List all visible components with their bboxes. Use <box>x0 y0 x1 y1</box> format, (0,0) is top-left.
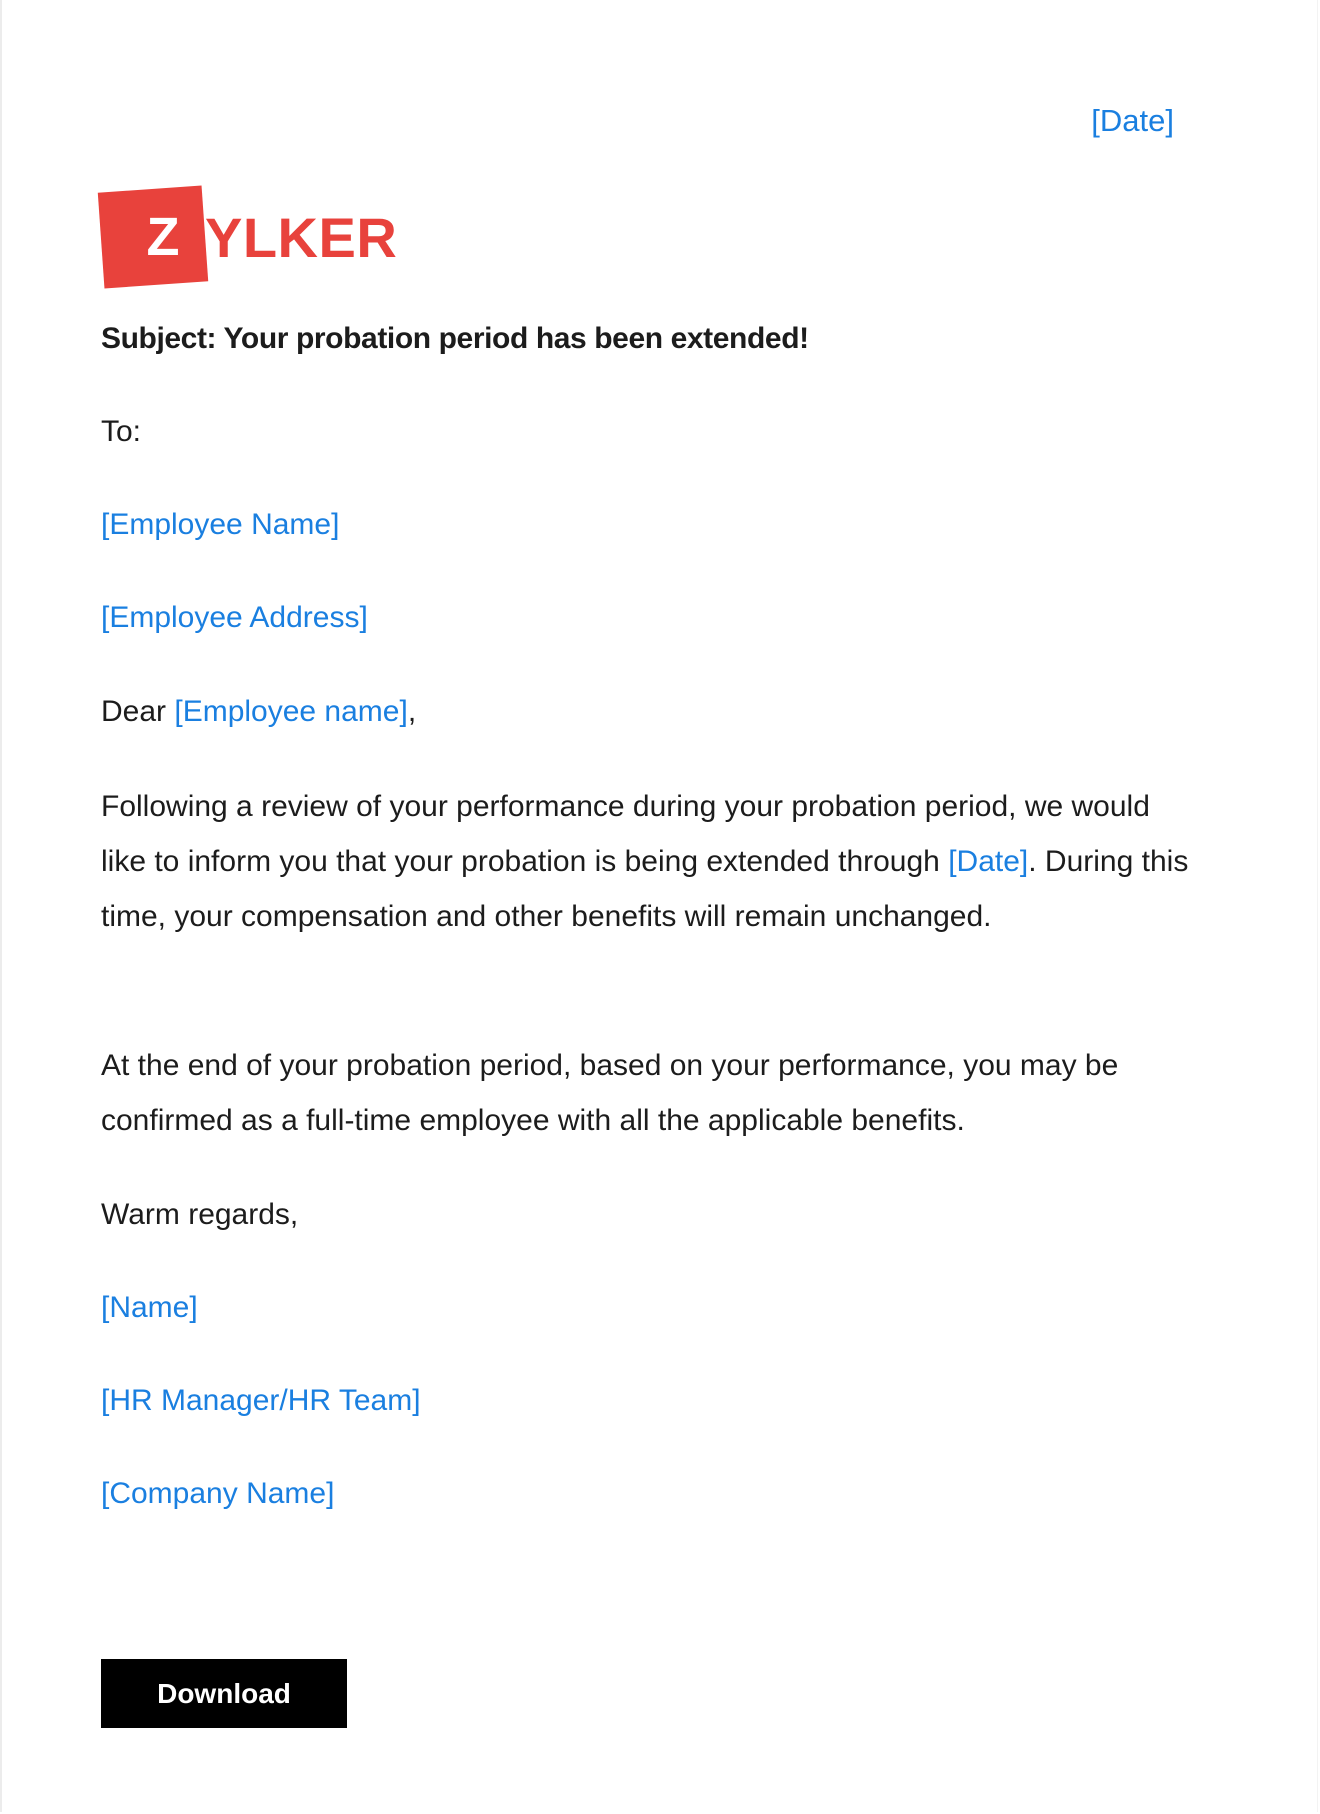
zylker-logo <box>101 189 397 285</box>
closing: Warm regards, <box>101 1198 299 1231</box>
extension-date-placeholder: [Date] <box>948 845 1029 878</box>
to-label: To: <box>101 415 142 448</box>
signature-name-placeholder: [Name] <box>101 1291 198 1324</box>
letter-subject: Subject: Your probation period has been extended! <box>101 322 809 355</box>
letter-date: [Date] <box>1091 103 1174 138</box>
paragraph-extension <box>101 779 1201 944</box>
signature-role-placeholder: [HR Manager/HR Team] <box>101 1384 421 1417</box>
paragraph-extension-text-1: Following a review of your performance during your probation period, we would like to inform you that your probation is being extended through <box>101 790 1150 878</box>
logo-wordmark: YLKER <box>205 205 398 269</box>
salutation-suffix: , <box>407 695 417 728</box>
download-button[interactable]: Download <box>101 1659 347 1728</box>
salutation <box>101 695 416 729</box>
logo-mark <box>101 189 205 285</box>
salutation-name-placeholder: [Employee name] <box>174 695 408 728</box>
paragraph-extension-text-2: . During this time, your compensation and other benefits will remain unchanged. <box>101 845 1189 933</box>
employee-name-placeholder: [Employee Name] <box>101 508 340 541</box>
signature-company-placeholder: [Company Name] <box>101 1477 335 1510</box>
paragraph-confirmation: At the end of your probation period, based on your performance, you may be confirmed as a full-time employee with all the applicable benefits. <box>101 1049 1119 1137</box>
salutation-prefix: Dear <box>101 695 175 728</box>
employee-address-placeholder: [Employee Address] <box>101 601 368 634</box>
logo-mark-letter: Z <box>146 207 180 267</box>
